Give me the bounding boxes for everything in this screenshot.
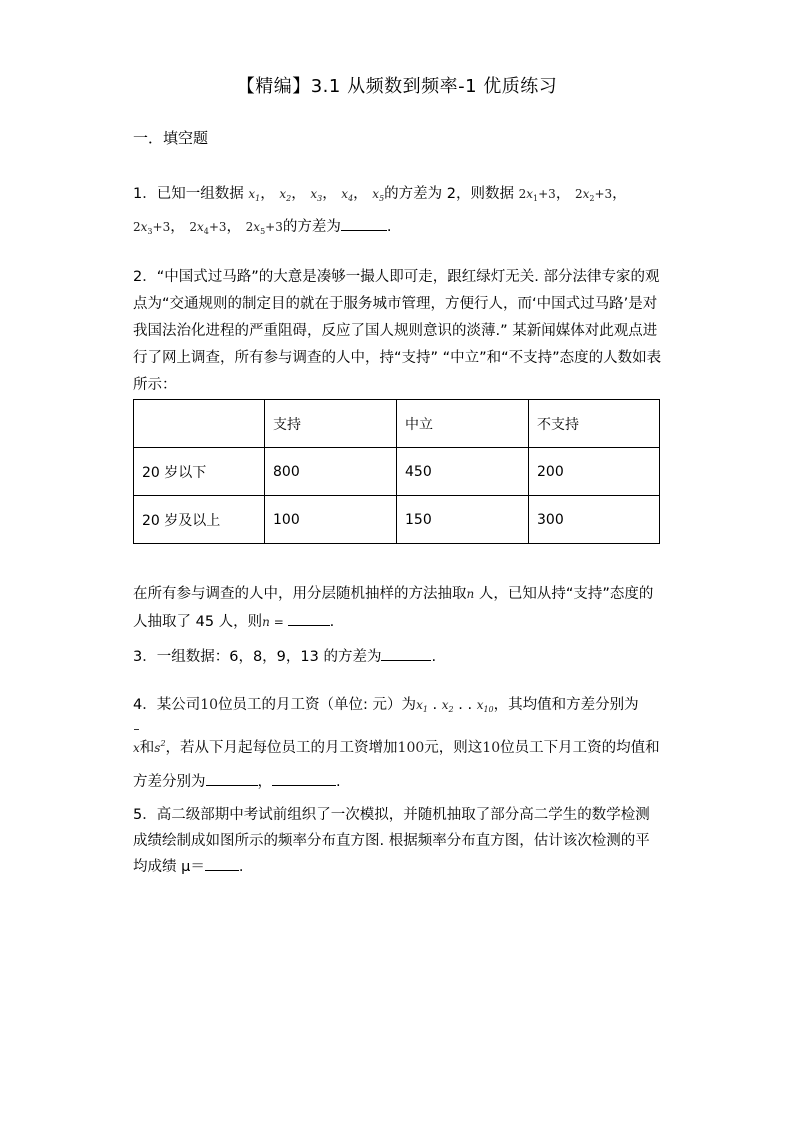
table-header-cell: 不支持 xyxy=(529,400,660,448)
question-5: 5．高二级部期中考试前组织了一次模拟，并随机抽取了部分高二学生的数学检测成绩绘制成如图所示的频率分布直方图. 根据频率分布直方图，估计该次检测的平均成绩 μ＝ . xyxy=(133,807,650,875)
q1-answer-blank[interactable] xyxy=(341,216,387,231)
table-cell: 20 岁及以上 xyxy=(134,496,265,544)
table-row xyxy=(134,448,660,496)
var-x1: $x_1$ xyxy=(416,698,428,714)
question-3: 3．一组数据：6，8，9，13 的方差为 . xyxy=(133,643,663,671)
question-2-continued: 在所有参与调查的人中，用分层随机抽样的方法抽取n 人，已知从持“支持”态度的人抽取了 45 人，则n = . xyxy=(133,586,654,630)
question-2: 2．“中国式过马路”的大意是凑够一撮人即可走，跟红绿灯无关. 部分法律专家的观点为“交通规则的制定目的就在于服务城市管理，方便行人，而‘中国式过马路’是对我国法治化进程的严重阻碍，反应了国人规则意识的淡薄.” 某新闻媒体对此观点进行了网上调查，所有参与调查的人中，持“支持” “中立”和“不支持”态度的人数如表所示： xyxy=(133,269,662,393)
q5-answer-blank[interactable] xyxy=(205,856,239,871)
table-header-cell: 支持 xyxy=(265,400,397,448)
mean-x-bar: x xyxy=(133,731,140,765)
q4-mean-blank[interactable] xyxy=(206,771,258,786)
q1-text-mid: 的方差为 2，则数据 xyxy=(384,186,514,202)
table-cell: 450 xyxy=(397,448,529,496)
q1-expr-4: $2x_4+3$ xyxy=(189,220,227,236)
q1-var-4: $x_4$ xyxy=(341,187,354,203)
var-s-squared: $s^2$ xyxy=(154,739,166,755)
survey-table xyxy=(133,399,660,544)
q1-var-1: $x_1$ xyxy=(248,187,261,203)
q1-expr-1: $2x_1+3$ xyxy=(518,187,556,203)
q1-var-5: $x_5$ xyxy=(372,187,385,203)
q4-variance-blank[interactable] xyxy=(272,771,336,786)
q3-answer-blank[interactable] xyxy=(381,646,431,661)
page-title: 【精编】3.1 从频数到频率-1 优质练习 xyxy=(236,76,558,97)
table-cell: 150 xyxy=(397,496,529,544)
table-cell: 20 岁以下 xyxy=(134,448,265,496)
table-cell: 100 xyxy=(265,496,397,544)
table-header-row xyxy=(134,400,660,448)
var-n: n xyxy=(262,615,270,629)
var-n: n xyxy=(466,587,475,601)
var-x10: $x_{10}$ xyxy=(476,698,494,714)
table-header-cell xyxy=(134,400,265,448)
question-4: 4．某公司10位员工的月工资（单位: 元）为$x_1$ . $x_2$ . . $x_{10}$，其均值和方差分别为 x和$s^2$，若从下月起每位员工的月工资增加100元，则这10位员工下月工资的均值和方差分别为 ， . xyxy=(133,697,660,790)
table-cell: 300 xyxy=(529,496,660,544)
q1-text-start: 1．已知一组数据 xyxy=(133,186,244,202)
q1-expr-3: $2x_3+3$ xyxy=(133,220,171,236)
q1-var-2: $x_2$ xyxy=(279,187,292,203)
section-heading: 一．填空题 xyxy=(133,129,209,147)
q1-var-3: $x_3$ xyxy=(310,187,323,203)
q2-answer-blank[interactable] xyxy=(288,611,330,626)
var-x2: $x_2$ xyxy=(441,698,454,714)
q1-text-end: 的方差为 xyxy=(282,219,341,235)
question-1: 1．已知一组数据 $x_1$， $x_2$， $x_3$， $x_4$， $x_5$的方差为 2，则数据 $2x_1+3$， $2x_2+3$， $2x_3+3$， $2x_4+3$， $2x_5+3$的方差为 . xyxy=(133,186,627,236)
table-cell: 200 xyxy=(529,448,660,496)
q1-expr-2: $2x_2+3$ xyxy=(574,187,613,203)
table-row xyxy=(134,496,660,544)
table-header-cell: 中立 xyxy=(397,400,529,448)
table-cell: 800 xyxy=(265,448,397,496)
q1-expr-5: $2x_5+3$ xyxy=(245,220,283,236)
